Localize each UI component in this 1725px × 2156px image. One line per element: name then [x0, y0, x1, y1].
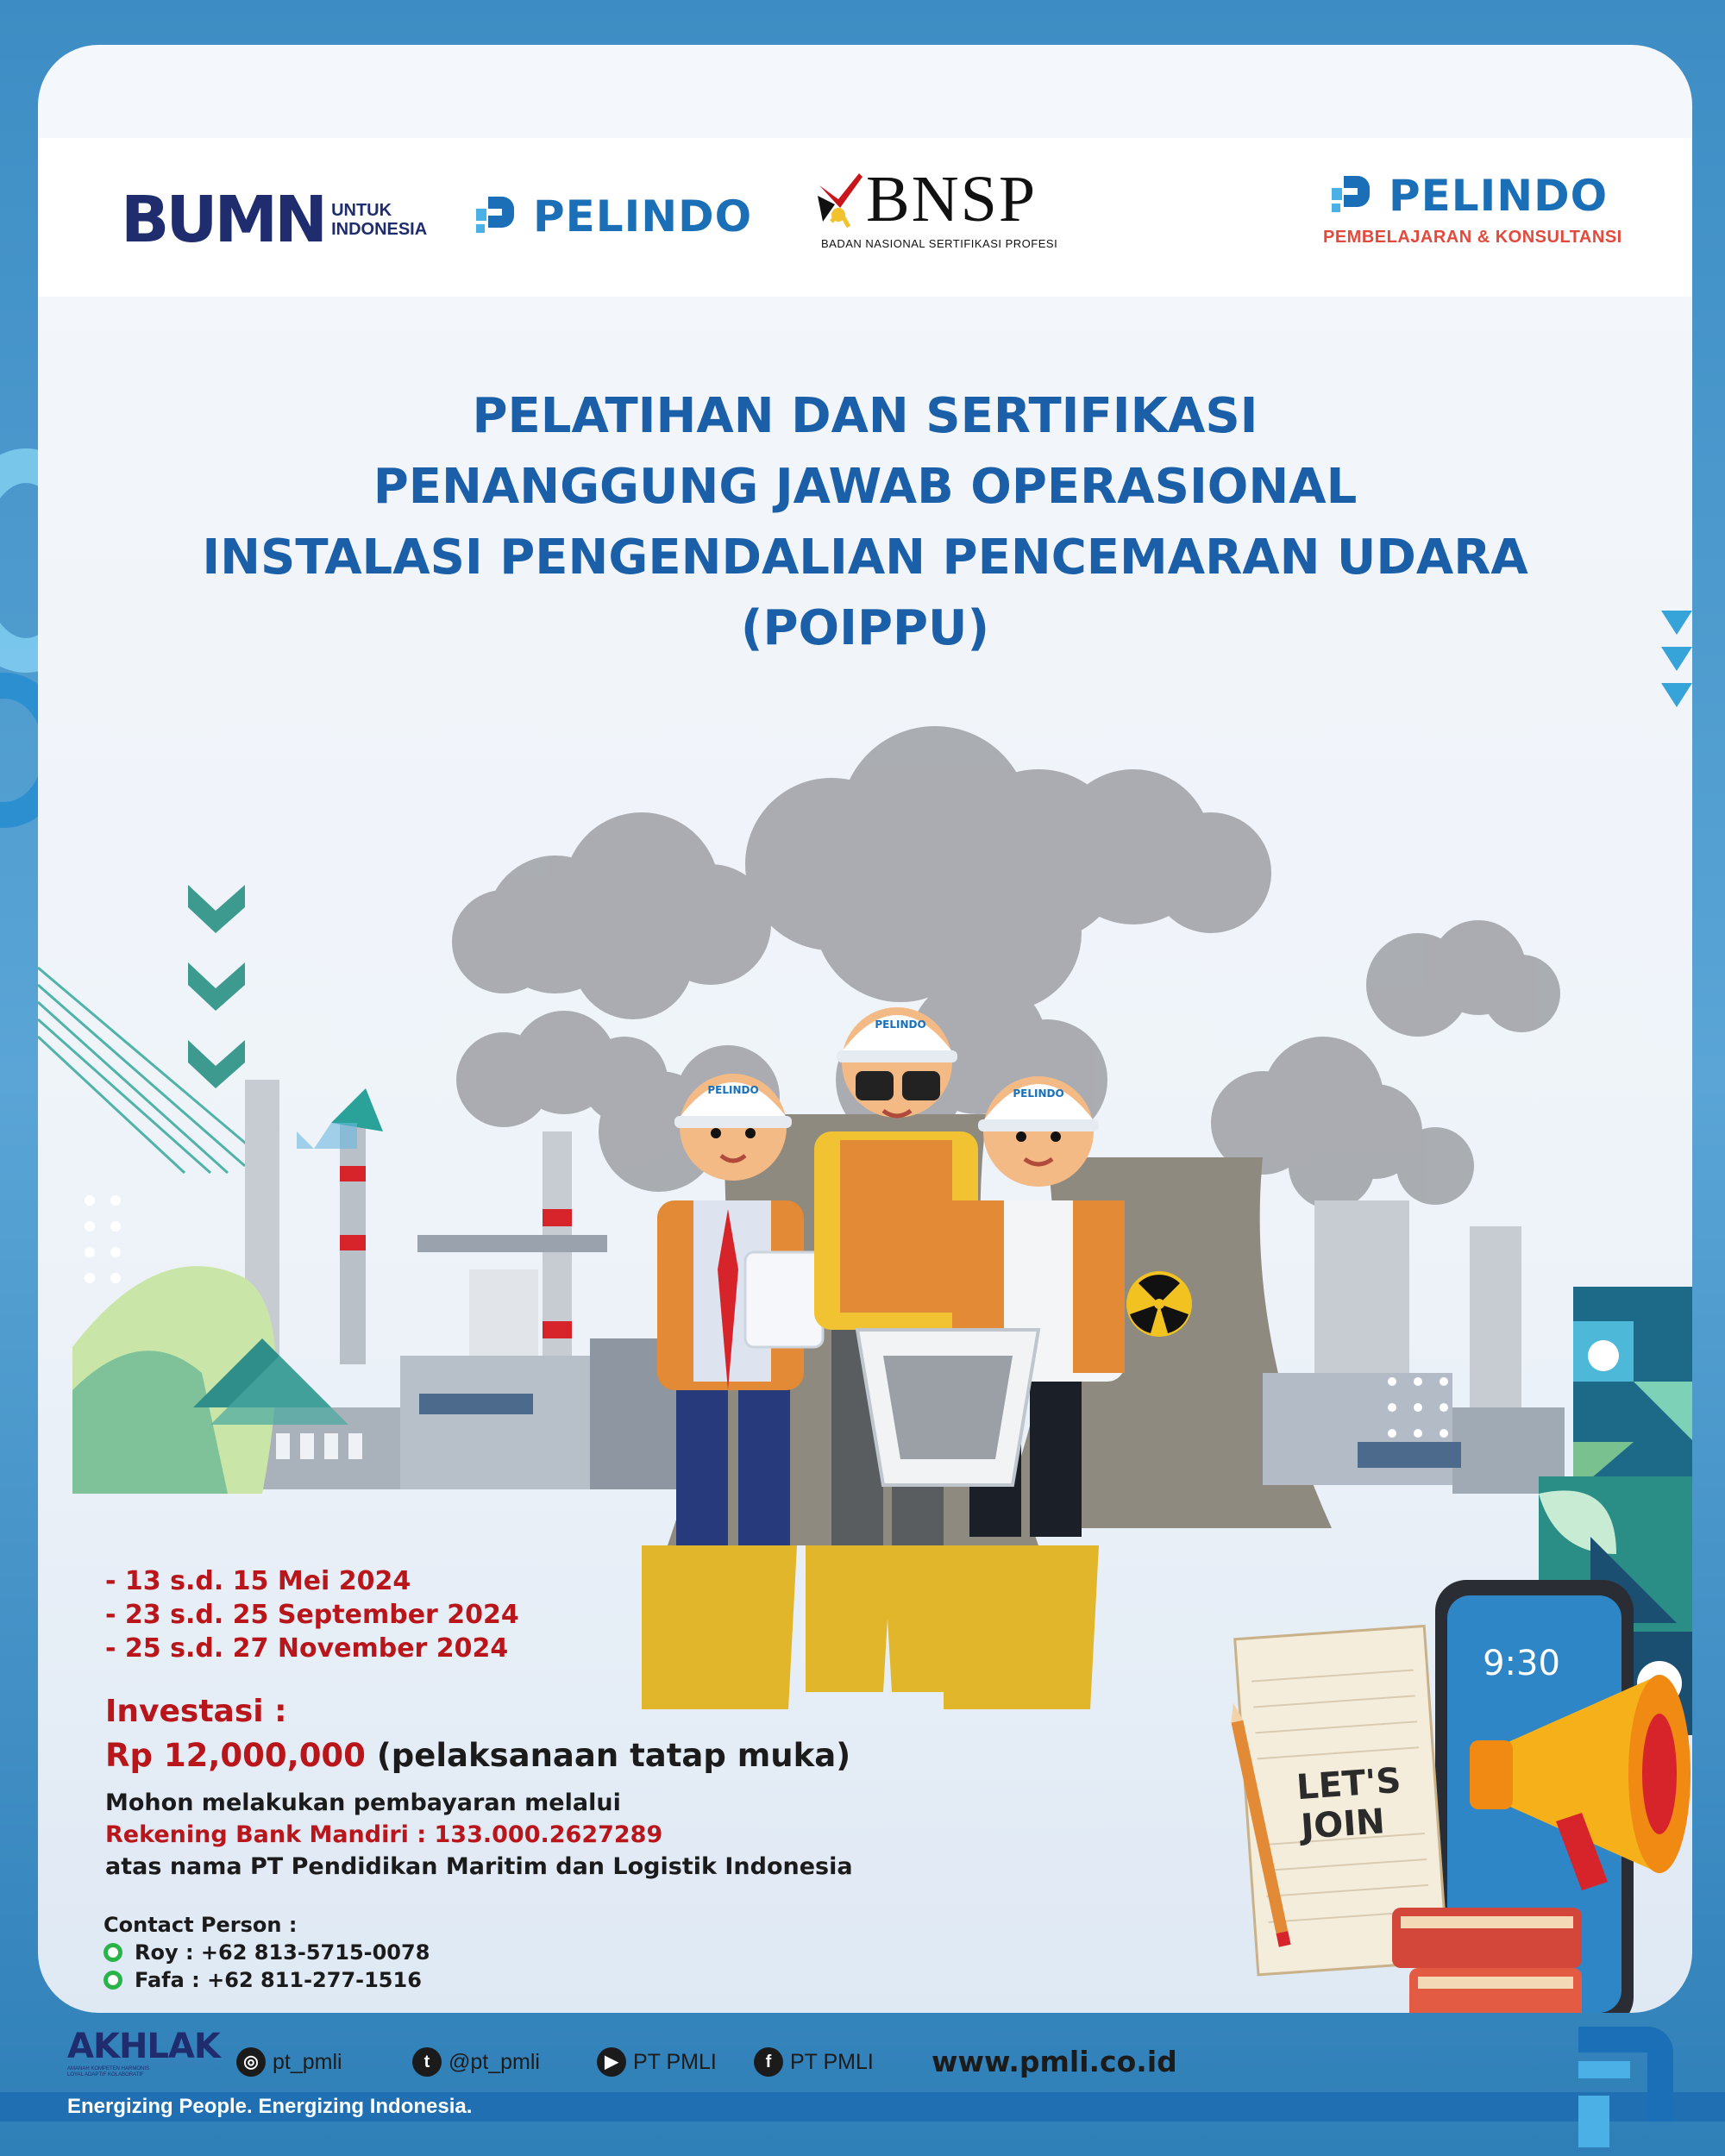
payment-instruction: Mohon melakukan pembayaran melalui [105, 1789, 621, 1816]
helmet-label: PELINDO [1013, 1087, 1064, 1100]
bnsp-name: BNSP [866, 163, 1038, 235]
logo-bar [38, 138, 1692, 297]
instagram-handle: pt_pmli [273, 2049, 342, 2074]
investment-note: (pelaksanaan tatap muka) [376, 1737, 851, 1774]
poster-title [38, 381, 1692, 664]
title-line-2: PENANGGUNG JAWAB OPERASIONAL [373, 459, 1358, 515]
tagline: Energizing People. Energizing Indonesia. [67, 2095, 473, 2118]
lets-join-illustration [1176, 1545, 1692, 2013]
whatsapp-icon [104, 1971, 122, 1990]
contact-label: Contact Person : [104, 1913, 298, 1937]
bnsp-logo [814, 162, 1057, 250]
helmet-label: PELINDO [875, 1018, 926, 1031]
date-item: - 25 s.d. 27 November 2024 [105, 1633, 509, 1664]
investment-amount: Rp 12,000,000 [105, 1737, 366, 1774]
helmet-label: PELINDO [707, 1084, 759, 1096]
instagram-link[interactable] [236, 2047, 342, 2077]
pelindo-pk-name: PELINDO [1389, 171, 1609, 221]
title-line-3: INSTALASI PENGENDALIAN PENCEMARAN UDARA [202, 530, 1528, 586]
investment-price [105, 1737, 850, 1774]
bumn-sub-line1: UNTUK [331, 201, 392, 220]
whatsapp-icon [104, 1943, 122, 1962]
date-item: - 23 s.d. 25 September 2024 [105, 1600, 519, 1630]
payment-bank-account: Rekening Bank Mandiri : 133.000.2627289 [105, 1821, 663, 1848]
bumn-sub-line2: INDONESIA [331, 220, 428, 239]
bumn-mark: BUMN [121, 183, 325, 257]
bnsp-emblem-icon [814, 170, 866, 230]
twitter-icon: t [412, 2047, 442, 2077]
date-item: - 13 s.d. 15 Mei 2024 [105, 1566, 411, 1596]
bumn-logo [121, 183, 427, 257]
youtube-link[interactable] [597, 2047, 717, 2077]
facebook-link[interactable] [754, 2047, 874, 2077]
instagram-icon: ◎ [236, 2047, 266, 2077]
pelindo-pk-logo [1323, 169, 1622, 248]
phone-time: 9:30 [1483, 1644, 1560, 1683]
contact-item[interactable] [104, 1966, 430, 1994]
investment-label: Investasi : [105, 1694, 287, 1729]
schedule-dates [105, 1564, 519, 1665]
pelindo-glyph-icon [1323, 169, 1377, 222]
akhlak-logo [67, 2027, 220, 2078]
triangle-arrows-icon [1658, 605, 1692, 718]
pelindo-logo [467, 190, 752, 243]
facebook-icon: f [754, 2047, 783, 2077]
contact-text: Roy : +62 813-5715-0078 [135, 1940, 430, 1965]
lets-join-line2: JOIN [1299, 1802, 1387, 1847]
lets-join-line1: LET'S [1295, 1760, 1402, 1808]
facebook-handle: PT PMLI [790, 2049, 874, 2074]
contact-person [104, 1911, 430, 1994]
pelindo-glyph-icon [467, 190, 521, 243]
youtube-icon: ▶ [597, 2047, 626, 2077]
poster-card [38, 45, 1692, 2013]
youtube-handle: PT PMLI [633, 2049, 717, 2074]
twitter-handle: @pt_pmli [448, 2049, 540, 2074]
contact-text: Fafa : +62 811-277-1516 [135, 1968, 422, 1992]
pelindo-pk-sub: PEMBELAJARAN & KONSULTANSI [1323, 228, 1622, 247]
payment-account-holder: atas nama PT Pendidikan Maritim dan Logistik Indonesia [105, 1853, 853, 1880]
twitter-link[interactable] [412, 2047, 540, 2077]
akhlak-sub-line1: AMANAH KOMPETEN HARMONIS [67, 2066, 150, 2071]
title-line-1: PELATIHAN DAN SERTIFIKASI [472, 388, 1258, 444]
akhlak-mark: AKHLAK [67, 2027, 220, 2066]
pelindo-corner-mark-icon [1561, 2018, 1690, 2147]
pelindo-name: PELINDO [533, 191, 753, 241]
akhlak-sub-line2: LOYAL ADAPTIF KOLABORATIF [67, 2072, 144, 2078]
bnsp-sub: BADAN NASIONAL SERTIFIKASI PROFESI [821, 237, 1058, 250]
title-line-4: (POIPPU) [740, 600, 990, 656]
contact-item[interactable] [104, 1939, 430, 1966]
website-link[interactable]: www.pmli.co.id [932, 2045, 1177, 2078]
payment-info [105, 1787, 853, 1883]
